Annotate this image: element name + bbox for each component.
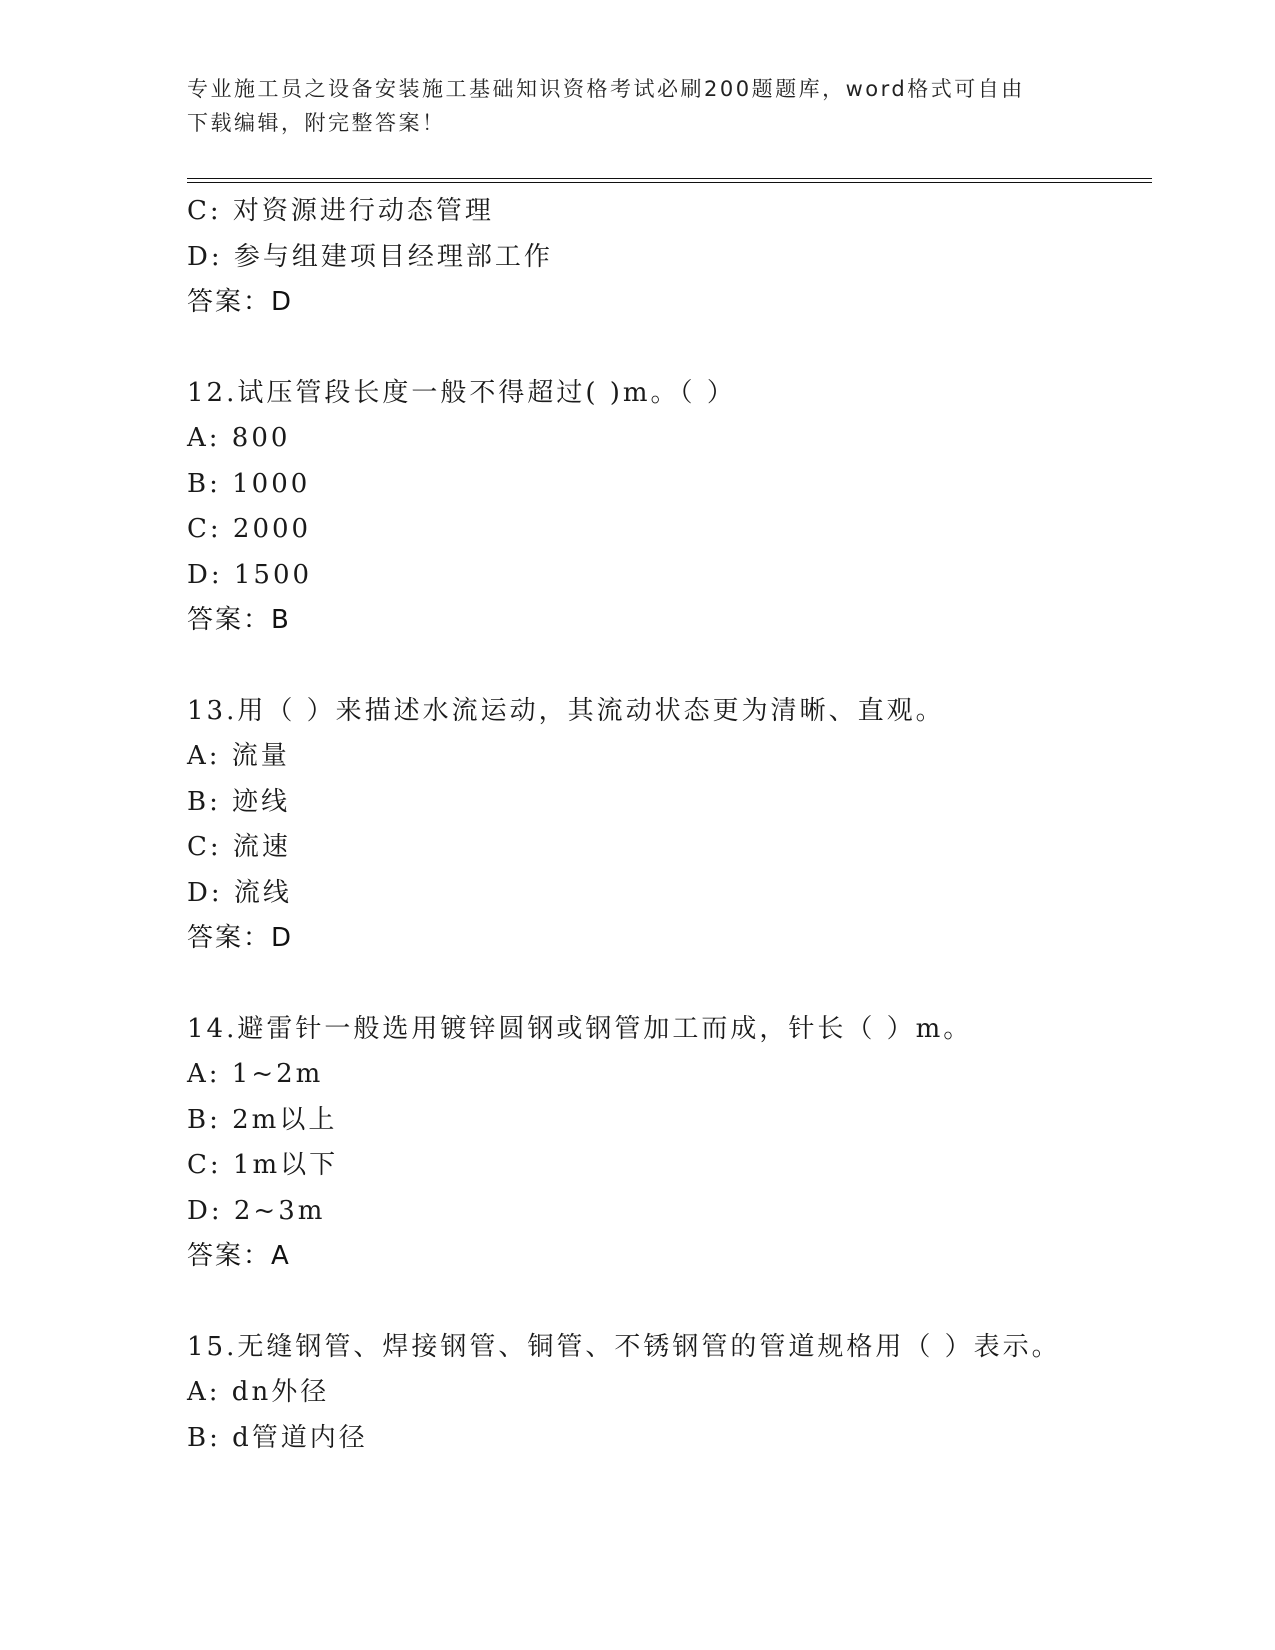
option-c: C: 2000 (187, 514, 312, 544)
spacer (187, 962, 1152, 1007)
option-d: D: 1500 (187, 559, 313, 590)
question-block-14 (187, 1007, 1152, 1280)
question-block-12 (187, 371, 1152, 644)
question-stem: 13.用（ ）来描述水流运动，其流动状态更为清晰、直观。 (187, 695, 945, 726)
option-d: D: 参与组建项目经理部工作 (187, 241, 553, 272)
option-d: D: 2~3m (187, 1195, 326, 1226)
header-line-2: 下载编辑，附完整答案！ (187, 111, 446, 135)
question-block-13 (187, 689, 1152, 962)
answer: 答案：A (187, 1241, 291, 1271)
option-c: C: 流速 (187, 832, 291, 862)
option-c: C: 1m以下 (187, 1150, 339, 1180)
option-b: B: 1000 (187, 468, 311, 499)
spacer (187, 326, 1152, 371)
option-b: B: 迹线 (187, 786, 291, 817)
answer: 答案：D (187, 923, 294, 953)
spacer (187, 1280, 1152, 1325)
answer: 答案：B (187, 605, 291, 635)
header-divider-bottom (187, 182, 1152, 183)
question-stem: 15.无缝钢管、焊接钢管、铜管、不锈钢管的管道规格用（ ）表示。 (187, 1331, 1061, 1362)
option-a: A: 1~2m (187, 1059, 324, 1089)
question-stem: 12.试压管段长度一般不得超过( )m。（ ） (187, 377, 736, 408)
option-b: B: d管道内径 (187, 1422, 368, 1453)
header-line-1: 专业施工员之设备安装施工基础知识资格考试必刷200题题库，word格式可自由 (187, 77, 1025, 101)
question-stem: 14.避雷针一般选用镀锌圆钢或钢管加工而成，针长（ ）m。 (187, 1013, 973, 1044)
option-a: A: 流量 (187, 741, 290, 771)
answer: 答案：D (187, 287, 294, 317)
header-divider-top (187, 178, 1152, 179)
option-a: A: 800 (187, 423, 291, 453)
question-list (187, 189, 1152, 1461)
option-c: C: 对资源进行动态管理 (187, 196, 494, 226)
option-b: B: 2m以上 (187, 1104, 338, 1135)
spacer (187, 644, 1152, 689)
question-block-11-partial (187, 189, 1152, 326)
document-header (187, 72, 1067, 140)
question-block-15 (187, 1325, 1152, 1462)
option-a: A: dn外径 (187, 1377, 330, 1407)
option-d: D: 流线 (187, 877, 292, 908)
